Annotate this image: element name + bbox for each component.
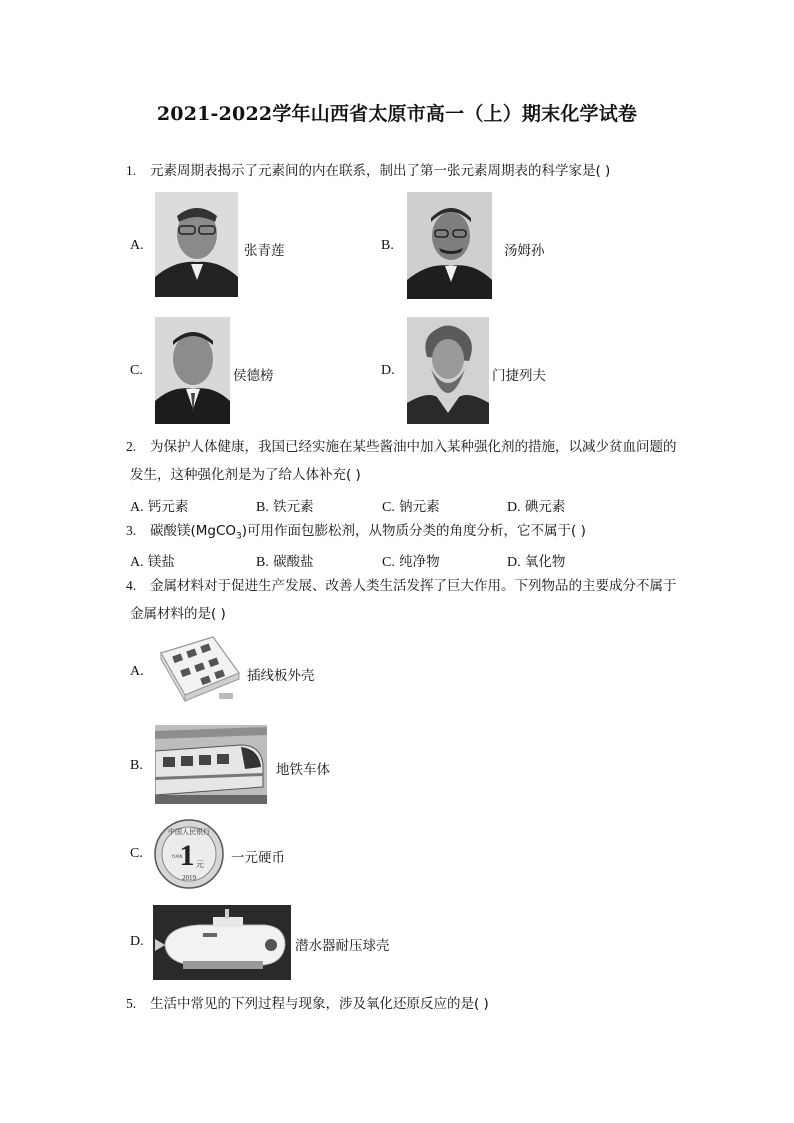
option-a: A. 钙元素 [130, 499, 189, 515]
question-number: 1. [126, 163, 137, 178]
question-number: 3. [126, 523, 137, 538]
question-number: 5. [126, 996, 137, 1011]
option-letter: B. [130, 758, 143, 773]
option-text: 一元硬币 [231, 850, 285, 866]
option-letter: D. [381, 363, 395, 378]
option-a: A. 镁盐 [130, 554, 175, 570]
option-text: 插线板外壳 [247, 668, 315, 684]
option-text: 侯德榜 [233, 368, 274, 384]
option-c: C. 钠元素 [382, 499, 440, 515]
question-5 [126, 994, 489, 1014]
option-letter: C. [130, 363, 143, 378]
submersible-image [153, 905, 291, 980]
subscript: 3 [236, 531, 242, 542]
portrait-mendeleev-image [407, 317, 489, 424]
question-text-continued: 发生，这种强化剂是为了给人体补充( ) [130, 467, 361, 483]
option-letter: A. [130, 664, 144, 679]
coin-value-text: 1 [179, 839, 195, 872]
option-letter: C. [130, 846, 143, 861]
page-title: 2021-2022学年山西省太原市高一（上）期末化学试卷 [156, 103, 638, 125]
one-yuan-coin-image [153, 818, 225, 890]
option-text: 潜水器耐压球壳 [295, 938, 390, 954]
question-number: 2. [126, 439, 137, 454]
question-4 [126, 576, 677, 596]
question-text: 元素周期表揭示了元素间的内在联系，制出了第一张元素周期表的科学家是( ) [150, 163, 611, 179]
option-d: D. 碘元素 [507, 499, 566, 515]
option-text: 汤姆孙 [504, 243, 545, 259]
option-text: 门捷列夫 [492, 368, 546, 384]
option-d: D. 氧化物 [507, 554, 566, 570]
question-text: 碳酸镁(MgCO [150, 523, 237, 539]
portrait-hou-debang-image [155, 317, 230, 424]
question-number: 4. [126, 578, 137, 593]
coin-year-text: 2019 [182, 874, 196, 882]
option-text: 地铁车体 [276, 762, 330, 778]
question-1 [126, 161, 610, 181]
option-letter: B. [381, 238, 394, 253]
question-text: 金属材料对于促进生产发展、改善人类生活发挥了巨大作用。下列物品的主要成分不属于 [150, 578, 677, 594]
coin-yuan-text: YUAN [171, 854, 183, 859]
option-b: B. 碳酸盐 [256, 554, 314, 570]
coin-unit-text: 元 [196, 860, 204, 869]
portrait-thomson-image [407, 192, 492, 299]
option-b: B. 铁元素 [256, 499, 314, 515]
question-2 [126, 437, 677, 457]
question-text: 为保护人体健康，我国已经实施在某些酱油中加入某种强化剂的措施，以减少贫血问题的 [150, 439, 677, 455]
coin-top-text: 中国人民银行 [168, 828, 210, 836]
question-text: 生活中常见的下列过程与现象，涉及氧化还原反应的是( ) [150, 996, 489, 1012]
portrait-zhang-qinglian-image [155, 192, 238, 297]
option-letter: A. [130, 238, 144, 253]
subway-train-image [155, 725, 267, 804]
option-letter: D. [130, 934, 144, 949]
option-text: 张青莲 [244, 243, 285, 259]
question-3 [126, 521, 586, 547]
power-strip-image [155, 633, 241, 711]
option-c: C. 纯净物 [382, 554, 440, 570]
question-text-continued: 金属材料的是( ) [130, 606, 226, 622]
question-text: )可用作面包膨松剂，从物质分类的角度分析，它不属于( ) [241, 523, 586, 539]
